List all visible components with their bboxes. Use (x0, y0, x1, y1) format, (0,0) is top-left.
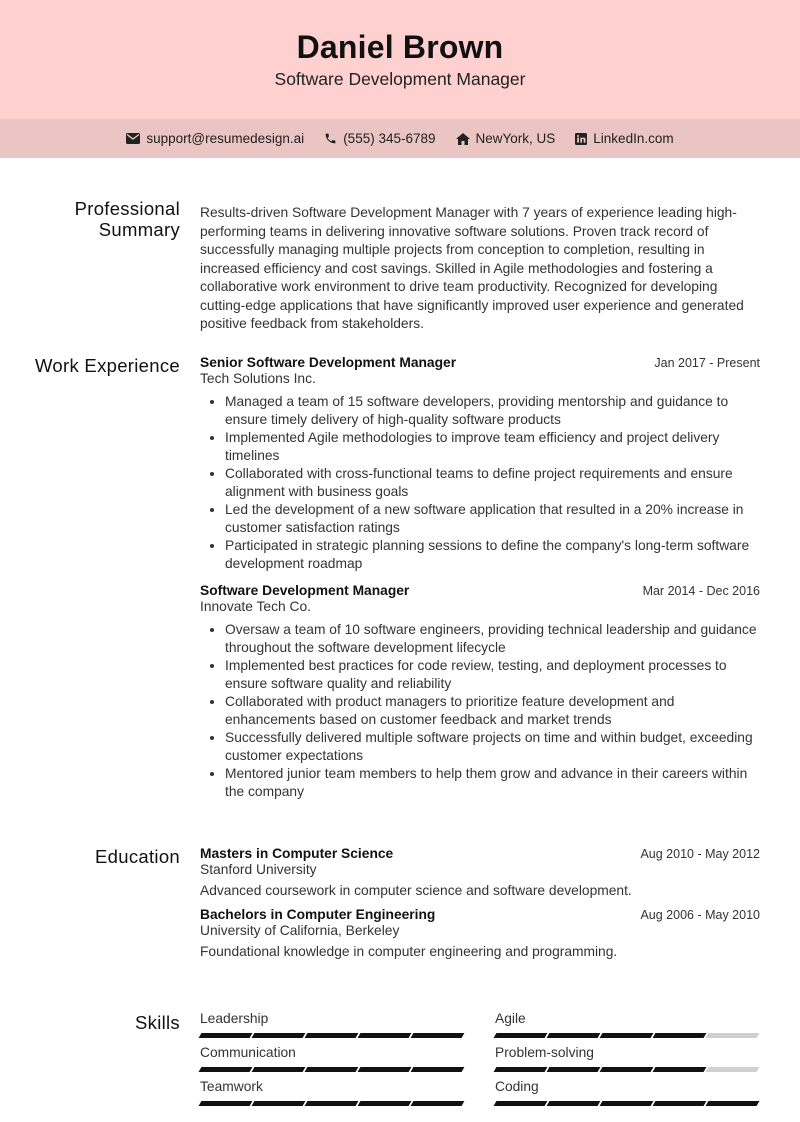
job-bullets (200, 621, 760, 801)
skill-segment-filled (252, 1033, 306, 1038)
skill-segment-filled (706, 1101, 760, 1106)
skill-segment-filled (600, 1101, 654, 1106)
bullet-item: • Mentored junior team members to help them grow and advance in their careers within the company (225, 765, 760, 801)
skill-level-bar (495, 1067, 758, 1072)
skill-name: Communication (200, 1045, 296, 1060)
degree-dates: Aug 2010 - May 2012 (640, 847, 760, 861)
skill-segment-filled (199, 1067, 253, 1072)
skill-name: Leadership (200, 1011, 269, 1026)
skills-section (0, 1011, 800, 1094)
skill-segment-filled (600, 1067, 654, 1072)
skills-grid (200, 1010, 760, 1106)
skill-segment-filled (358, 1033, 412, 1038)
skill-segment-filled (653, 1101, 707, 1106)
skill-segment-filled (547, 1101, 601, 1106)
skill-item (200, 1044, 463, 1072)
summary-section (0, 198, 800, 331)
skill-segment-filled (494, 1101, 548, 1106)
skill-segment-filled (600, 1033, 654, 1038)
skill-segment-filled (305, 1067, 359, 1072)
candidate-name: Daniel Brown (296, 29, 504, 65)
bullet-item: • Collaborated with product managers to prioritize feature development and enhancements based on customer feedback and market trends (225, 693, 760, 729)
skill-item (200, 1078, 463, 1106)
education-content (200, 846, 760, 959)
skill-segment-filled (252, 1067, 306, 1072)
skill-segment-filled (547, 1033, 601, 1038)
contact-bar (0, 119, 800, 158)
summary-text: Results-driven Software Development Manager with 7 years of experience leading high-performing teams in delivering innovative software solutions. Proven track record of successfully managing multiple projects from conception to completion, resulting in increased efficiency and cost savings. Skilled in Agile methodologies and fostering a collaborative work environment to drive team productivity. Recognized for developing cutting-edge applications that have significantly improved user experience and generated positive feedback from stakeholders. (200, 205, 744, 331)
skill-segment-empty (706, 1033, 760, 1038)
skill-segment-filled (305, 1033, 359, 1038)
skill-level-bar (200, 1067, 463, 1072)
experience-content (200, 355, 760, 801)
skill-item (200, 1010, 463, 1038)
school-name: Stanford University (200, 862, 317, 877)
bullet-item: • Implemented Agile methodologies to improve team efficiency and project delivery timelines (225, 429, 760, 465)
linkedin-text: LinkedIn.com (593, 131, 674, 146)
resume-header (0, 0, 800, 119)
skill-name: Coding (495, 1079, 539, 1094)
bullet-item: • Successfully delivered multiple software projects on time and within budget, exceeding customer expectations (225, 729, 760, 765)
bullet-item: • Participated in strategic planning sessions to define the company's long-term software development roadmap (225, 537, 760, 573)
phone-text: (555) 345-6789 (343, 131, 436, 146)
skill-name: Teamwork (200, 1079, 263, 1094)
experience-section (0, 355, 800, 799)
summary-content (200, 204, 760, 334)
skill-level-bar (495, 1033, 758, 1038)
education-section (0, 846, 800, 959)
job-dates: Mar 2014 - Dec 2016 (642, 584, 760, 598)
contact-email[interactable] (126, 131, 304, 146)
bullet-item: • Led the development of a new software application that resulted in a 20% increase in customer satisfaction ratings (225, 501, 760, 537)
skill-segment-filled (411, 1067, 465, 1072)
email-text: support@resumedesign.ai (146, 131, 305, 146)
skill-level-bar (495, 1101, 758, 1106)
skill-segment-filled (547, 1067, 601, 1072)
job-title: Software Development Manager (200, 583, 410, 598)
summary-heading: Professional Summary (74, 198, 180, 240)
skill-segment-filled (252, 1101, 306, 1106)
contact-phone[interactable] (324, 131, 435, 146)
education-heading: Education (95, 846, 180, 867)
skills-content (200, 1010, 760, 1106)
skill-segment-filled (494, 1033, 548, 1038)
bullet-item: • Managed a team of 15 software developers, providing mentorship and guidance to ensure timely delivery of high-quality software products (225, 393, 760, 429)
job-company: Innovate Tech Co. (200, 599, 311, 614)
skill-segment-filled (653, 1033, 707, 1038)
skill-segment-filled (494, 1067, 548, 1072)
education-entry (200, 907, 760, 959)
skill-name: Agile (495, 1011, 526, 1026)
degree-title: Masters in Computer Science (200, 846, 394, 861)
education-entry (200, 846, 760, 898)
job-title: Senior Software Development Manager (200, 355, 457, 370)
skill-name: Problem-solving (495, 1045, 594, 1060)
job-company: Tech Solutions Inc. (200, 371, 316, 386)
home-icon (456, 133, 470, 145)
linkedin-icon (575, 133, 587, 145)
experience-heading: Work Experience (34, 355, 180, 376)
phone-icon (324, 132, 337, 145)
skill-segment-empty (706, 1067, 760, 1072)
degree-description: Advanced coursework in computer science and software development. (200, 883, 632, 898)
skill-item (495, 1078, 758, 1106)
job-entry (200, 355, 760, 573)
bullet-item: • Implemented best practices for code review, testing, and deployment processes to ensure software quality and reliability (225, 657, 760, 693)
school-name: University of California, Berkeley (200, 923, 400, 938)
candidate-title: Software Development Manager (274, 69, 526, 89)
skill-segment-filled (653, 1067, 707, 1072)
degree-dates: Aug 2006 - May 2010 (640, 908, 760, 922)
bullet-item: • Oversaw a team of 10 software engineers, providing technical leadership and guidance throughout the software development lifecycle (225, 621, 760, 657)
envelope-icon (126, 133, 140, 144)
skill-segment-filled (358, 1067, 412, 1072)
location-text: NewYork, US (475, 131, 556, 146)
contact-linkedin[interactable] (575, 131, 673, 146)
degree-title: Bachelors in Computer Engineering (200, 907, 436, 922)
skill-segment-filled (305, 1101, 359, 1106)
skill-item (495, 1044, 758, 1072)
skill-level-bar (200, 1033, 463, 1038)
job-dates: Jan 2017 - Present (654, 356, 760, 370)
skill-segment-filled (358, 1101, 412, 1106)
skill-segment-filled (411, 1101, 465, 1106)
job-entry (200, 583, 760, 801)
skills-heading: Skills (135, 1012, 180, 1033)
skill-segment-filled (199, 1033, 253, 1038)
job-bullets (200, 393, 760, 573)
bullet-item: • Collaborated with cross-functional teams to define project requirements and ensure alignment with business goals (225, 465, 760, 501)
skill-segment-filled (411, 1033, 465, 1038)
skill-item (495, 1010, 758, 1038)
contact-location (456, 131, 556, 146)
skill-segment-filled (199, 1101, 253, 1106)
degree-description: Foundational knowledge in computer engineering and programming. (200, 944, 618, 959)
skill-level-bar (200, 1101, 463, 1106)
